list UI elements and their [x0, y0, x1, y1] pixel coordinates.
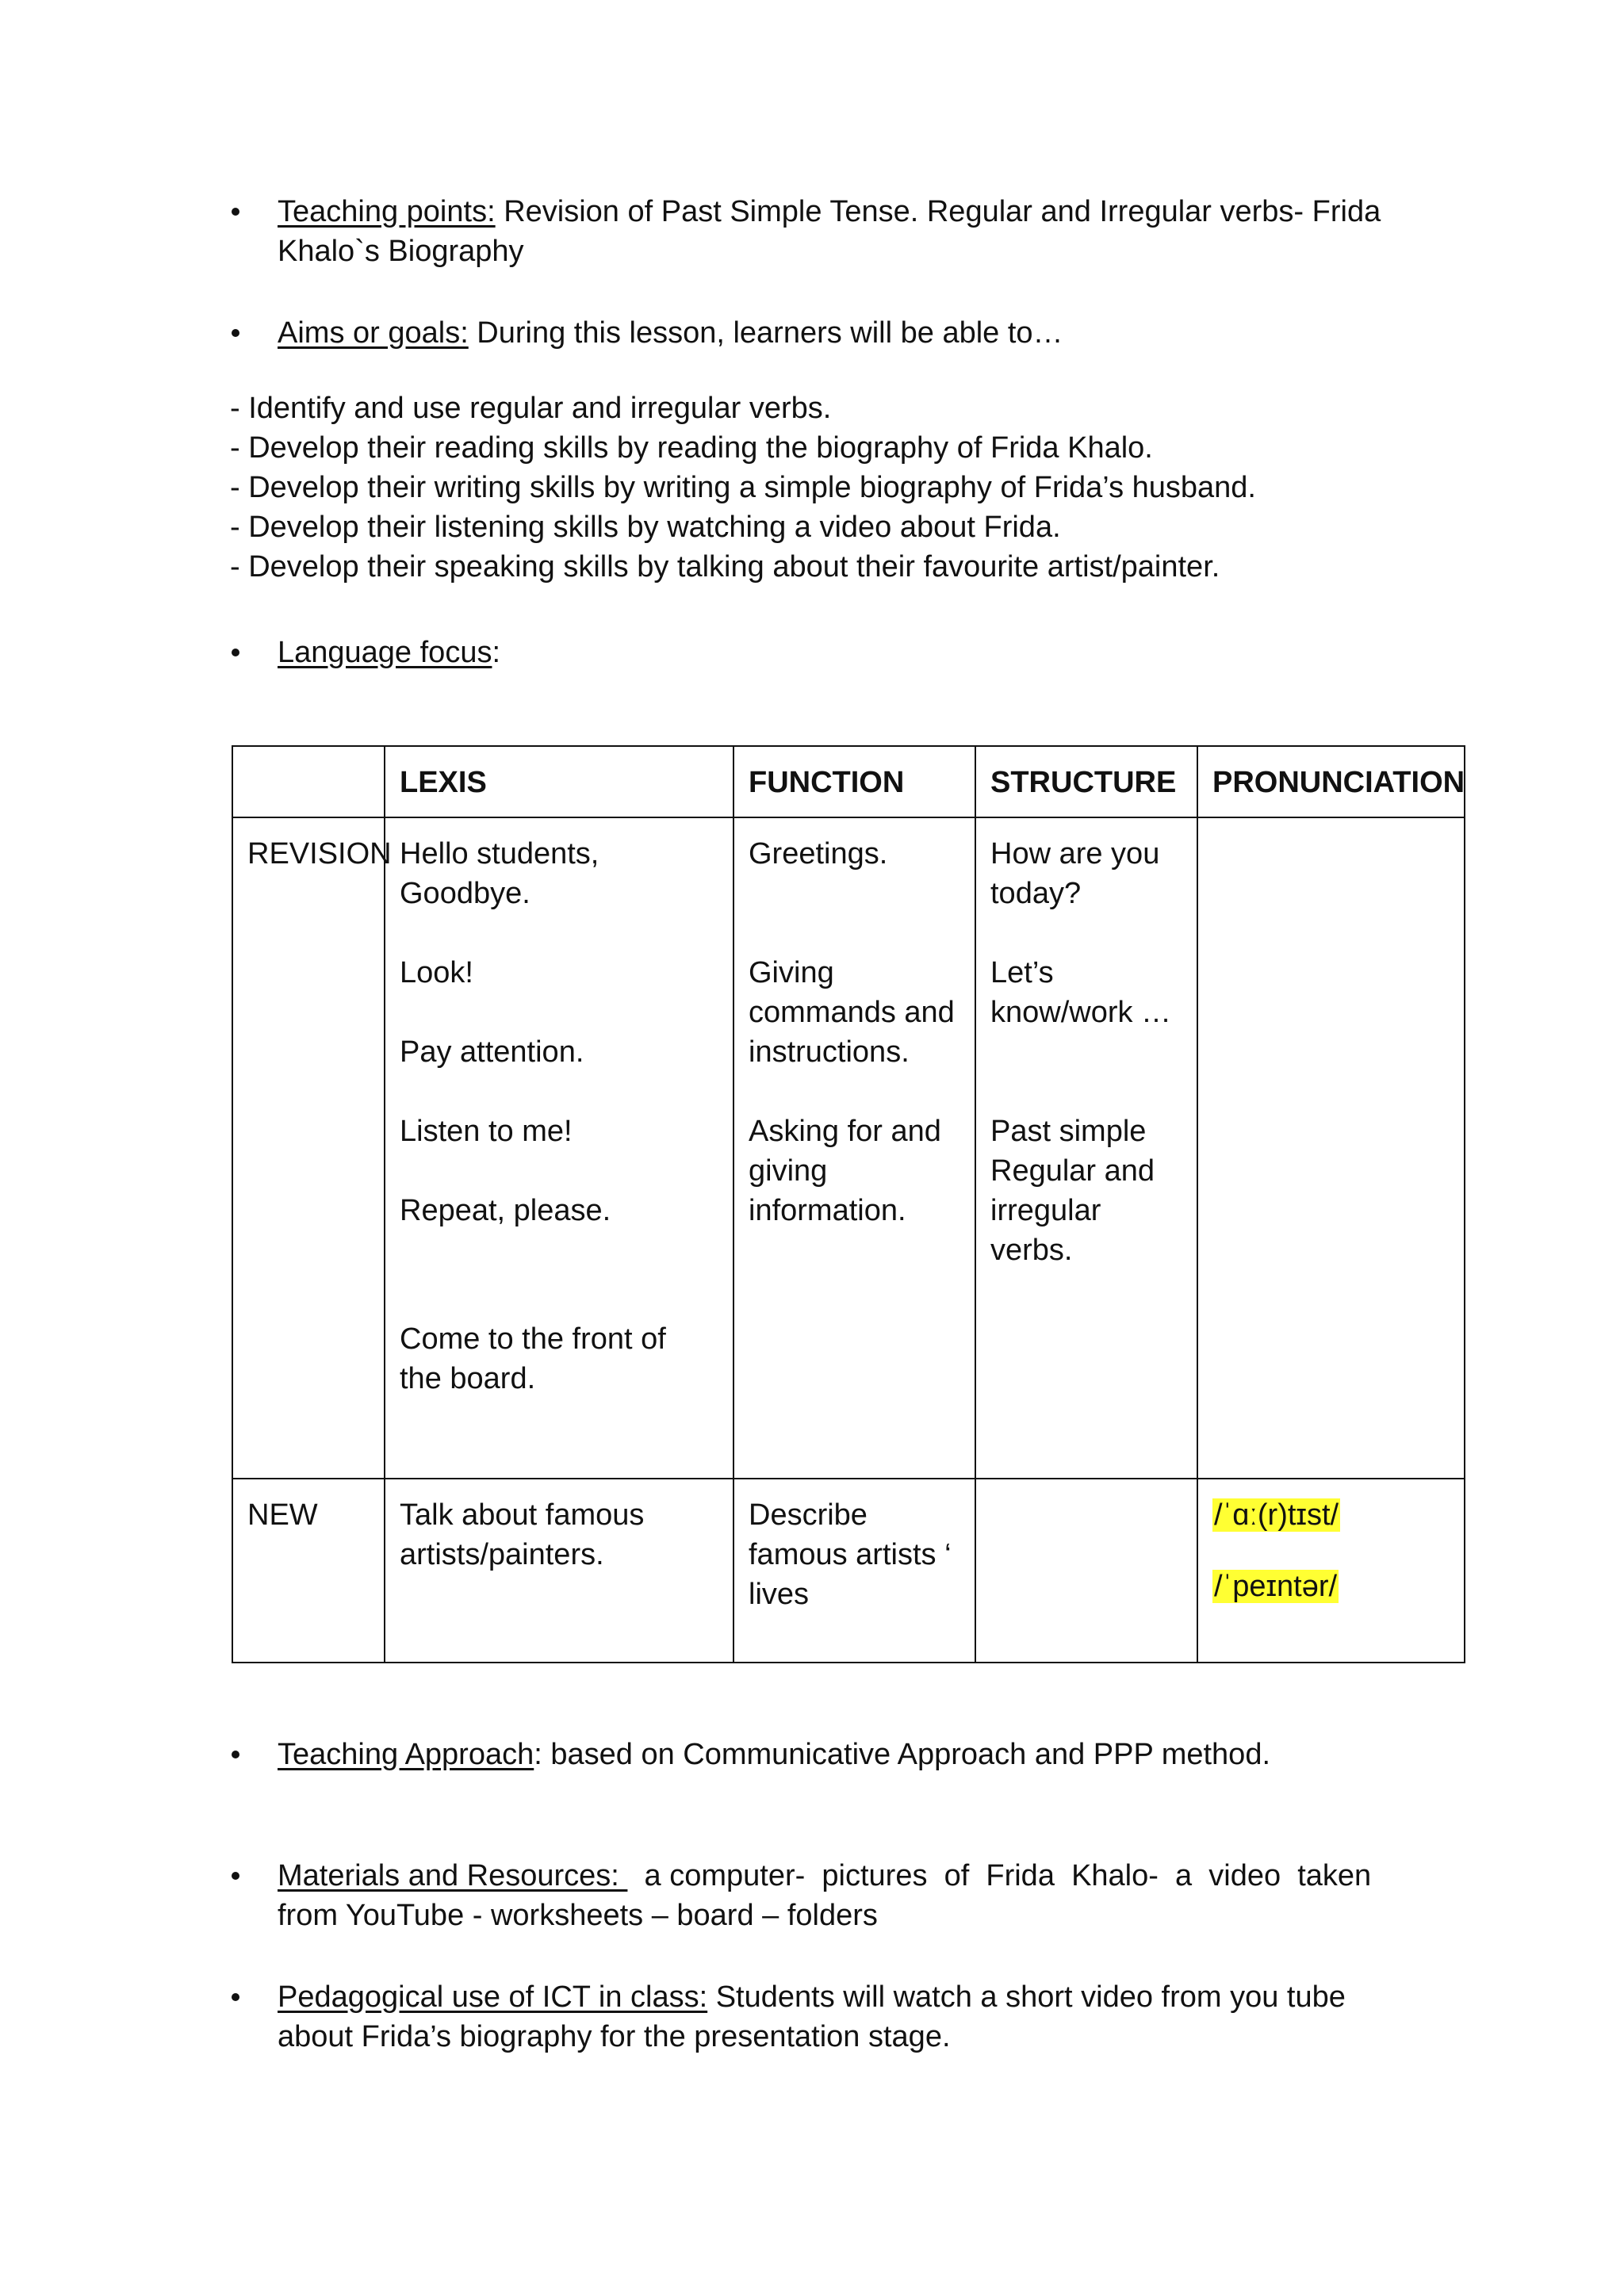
new-pronunciation-cell	[1197, 1479, 1465, 1663]
cell-line: Repeat, please.	[400, 1194, 611, 1227]
cell-line: Regular and	[990, 1154, 1155, 1188]
bullet-icon	[232, 329, 239, 337]
cell-line: Goodbye.	[400, 877, 530, 910]
cell-line: famous artists ‘	[749, 1538, 952, 1571]
teaching-approach-text: : based on Communicative Approach and PPP method.	[534, 1738, 1271, 1771]
table-row-new	[232, 1479, 1465, 1663]
teaching-points-text: Revision of Past Simple Tense. Regular and Irregular verbs- Frida	[495, 195, 1381, 228]
language-focus-section	[278, 633, 1404, 672]
aims-item: - Develop their reading skills by reading the biography of Frida Khalo.	[230, 431, 1153, 465]
cell-line: Asking for and	[749, 1115, 941, 1148]
cell-line: irregular	[990, 1194, 1101, 1227]
cell-line: Greetings.	[749, 837, 888, 871]
cell-line: Listen to me!	[400, 1115, 573, 1148]
cell-line: lives	[749, 1578, 810, 1611]
bullet-icon	[232, 1993, 239, 2001]
new-structure-cell	[975, 1479, 1197, 1663]
aims-section	[278, 313, 1404, 353]
aims-item: - Develop their listening skills by watching a video about Frida.	[230, 511, 1061, 544]
materials-section	[278, 1856, 1404, 1935]
cell-line: How are you	[990, 837, 1160, 871]
table-row-revision	[232, 817, 1465, 1479]
revision-lexis-cell	[385, 817, 733, 1479]
language-focus-table	[232, 745, 1465, 1663]
table-header-cell: FUNCTION	[733, 746, 975, 817]
cell-line: instructions.	[749, 1035, 910, 1069]
aims-item: - Develop their speaking skills by talking about their favourite artist/painter.	[230, 550, 1220, 584]
highlighted-phonetic: /ˈpeɪntər/	[1214, 1570, 1338, 1603]
cell-line: Describe	[749, 1498, 868, 1532]
cell-line: Hello students,	[400, 837, 599, 871]
cell-line: the board.	[400, 1362, 536, 1395]
materials-label: Materials and Resources:	[278, 1859, 628, 1892]
cell-line: Come to the front of	[400, 1322, 666, 1356]
highlighted-phonetic: /ˈɑː(r)tɪst/	[1214, 1498, 1339, 1532]
row-label-new: NEW	[232, 1479, 385, 1663]
table-header-cell: LEXIS	[385, 746, 733, 817]
ict-section	[278, 1977, 1404, 2057]
aims-item: - Identify and use regular and irregular verbs.	[230, 392, 832, 425]
cell-line: giving	[749, 1154, 828, 1188]
cell-line: Pay attention.	[400, 1035, 584, 1069]
teaching-approach-label: Teaching Approach	[278, 1738, 534, 1771]
language-focus-label: Language focus	[278, 636, 492, 669]
cell-line: know/work …	[990, 996, 1172, 1029]
table-header-cell: PRONUNCIATION	[1197, 746, 1465, 817]
table-header-cell: STRUCTURE	[975, 746, 1197, 817]
cell-line: commands and	[749, 996, 955, 1029]
bullet-icon	[232, 1751, 239, 1758]
new-function-cell	[733, 1479, 975, 1663]
teaching-approach-section	[278, 1735, 1404, 1774]
aims-list	[230, 388, 1419, 587]
bullet-icon	[232, 649, 239, 656]
cell-line: Let’s	[990, 956, 1054, 989]
bullet-icon	[232, 208, 239, 216]
table-header-row	[232, 746, 1465, 817]
language-focus-colon: :	[492, 636, 501, 669]
table-header-cell	[232, 746, 385, 817]
aims-label: Aims or goals:	[278, 316, 469, 350]
cell-line: information.	[749, 1194, 906, 1227]
bullet-icon	[232, 1872, 239, 1880]
materials-text-2: from YouTube - worksheets – board – folders	[278, 1899, 878, 1932]
teaching-points-text-2: Khalo`s Biography	[278, 235, 524, 268]
cell-line: Giving	[749, 956, 834, 989]
ict-text: Students will watch a short video from you tube	[707, 1980, 1346, 2014]
ict-text-2: about Frida’s biography for the presentation stage.	[278, 2020, 951, 2053]
aims-item: - Develop their writing skills by writing a simple biography of Frida’s husband.	[230, 471, 1256, 504]
revision-function-cell	[733, 817, 975, 1479]
materials-text: a computer- pictures of Frida Khalo- a video taken	[627, 1859, 1372, 1892]
new-lexis-cell	[385, 1479, 733, 1663]
revision-structure-cell	[975, 817, 1197, 1479]
aims-text: During this lesson, learners will be able to…	[468, 316, 1063, 350]
cell-line: verbs.	[990, 1234, 1073, 1267]
teaching-points-section	[278, 192, 1404, 271]
cell-line: artists/painters.	[400, 1538, 604, 1571]
cell-line: Talk about famous	[400, 1498, 645, 1532]
cell-line: today?	[990, 877, 1082, 910]
row-label-revision: REVISION	[232, 817, 385, 1479]
cell-line: Past simple	[990, 1115, 1147, 1148]
teaching-points-label: Teaching points:	[278, 195, 496, 228]
cell-line: Look!	[400, 956, 473, 989]
ict-label: Pedagogical use of ICT in class:	[278, 1980, 708, 2014]
revision-pronunciation-cell	[1197, 817, 1465, 1479]
